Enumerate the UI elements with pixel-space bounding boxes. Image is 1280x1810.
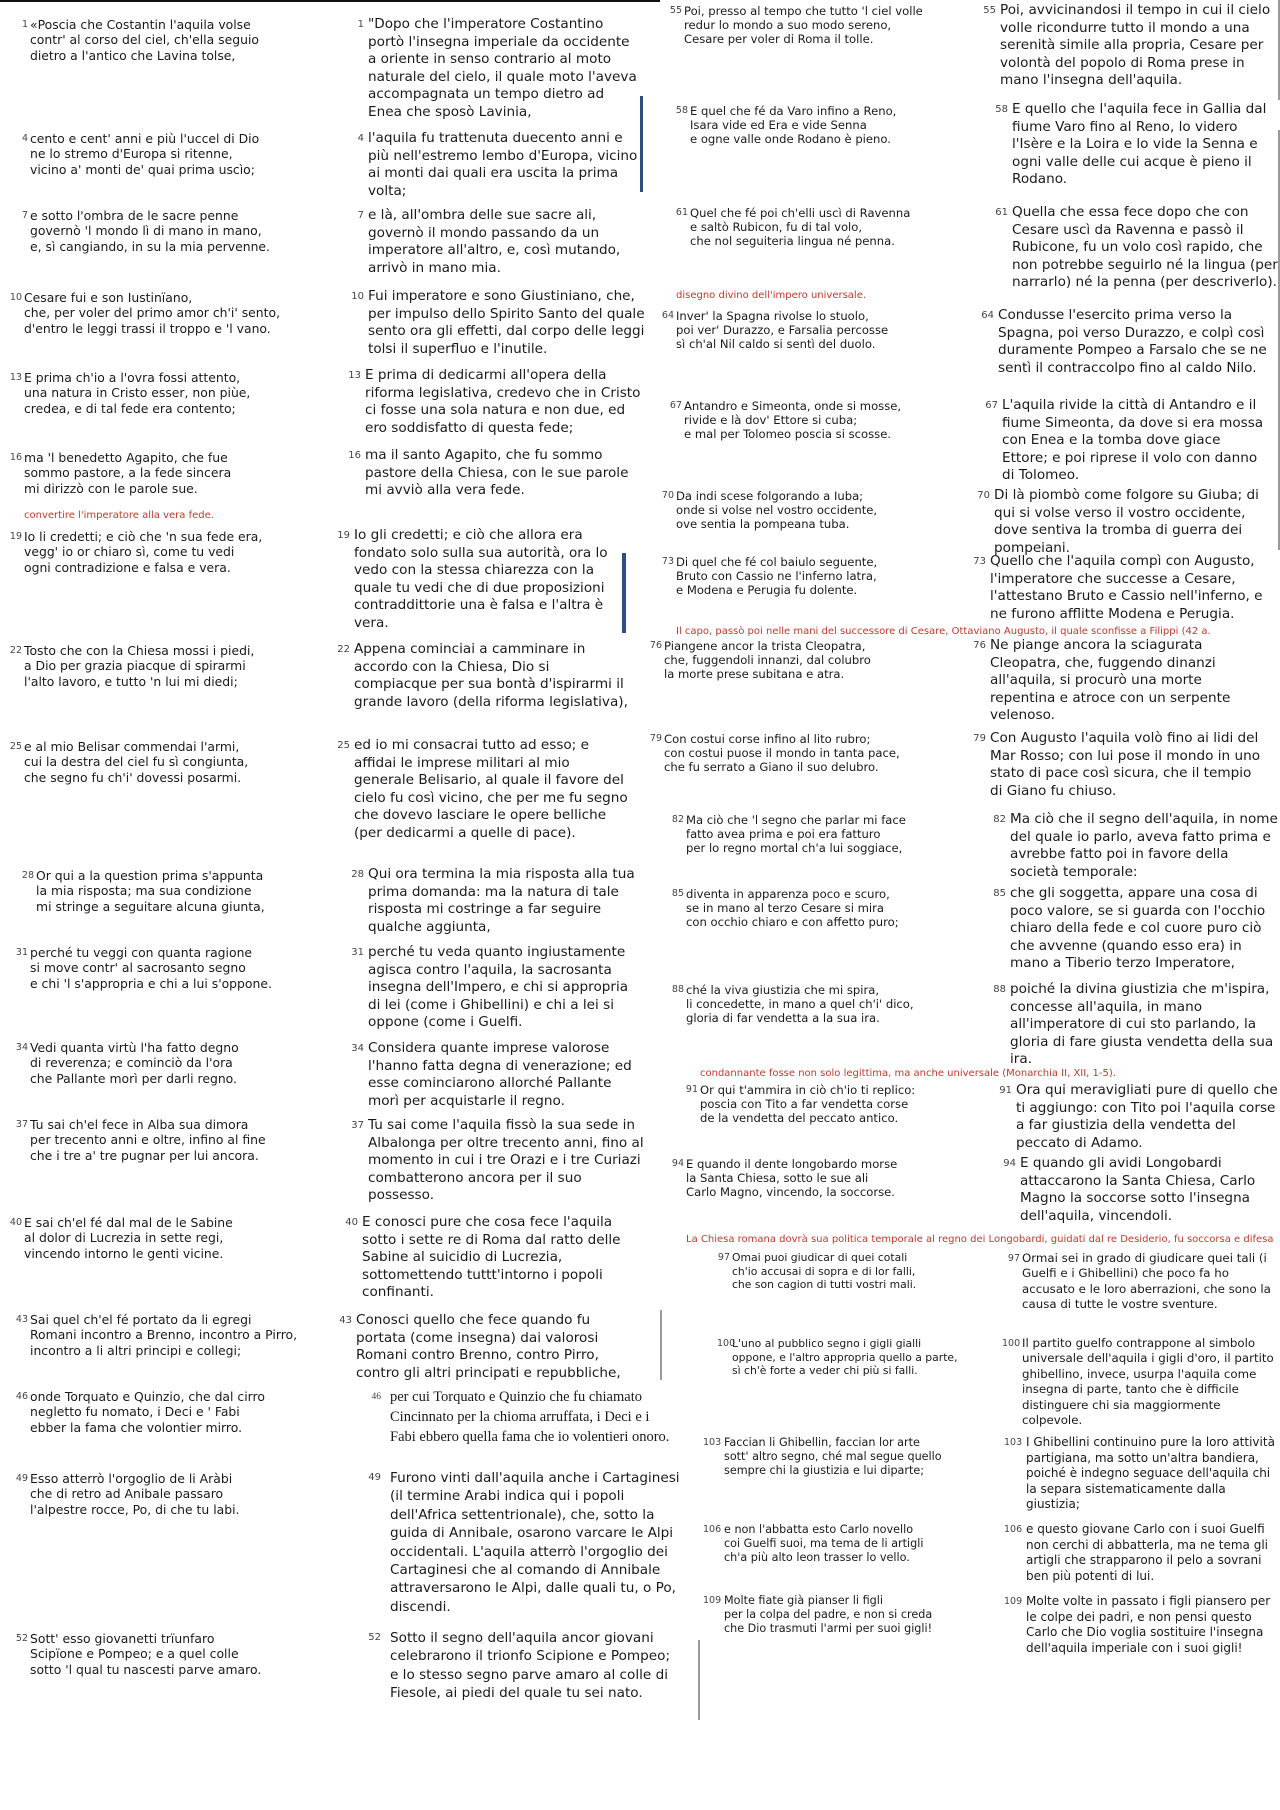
verse-text: Qui ora termina la mia risposta alla tua prima domanda: ma la natura di tale risposta mi costringe a far seguire qualche aggiunta, [368,866,635,935]
verse-left-paraphrase-25 [337,737,634,843]
verse-left-original-34 [15,1040,320,1086]
verse-right-paraphrase-79 [973,730,1268,800]
verse-left-paraphrase-46 [371,1387,676,1447]
verse-left-original-31 [15,945,320,991]
verse-number: 94 [1003,1158,1016,1169]
verse-number: 49 [15,1473,28,1484]
verse-right-original-58 [675,104,980,147]
verse-number: 103 [703,1437,722,1448]
verse-text: ma 'l benedetto Agapito, che fue sommo pastore, a la fede sincera mi dirizzò con le parole sue. [24,450,232,496]
verse-text: Con costui corse infino al lito rubro; con costui puose il mondo in tanta pace, che fu serrato a Giano il suo delubro. [664,732,900,775]
footnote-fragment: Il capo, passò poi nelle mani del successore di Cesare, Ottaviano Augusto, il quale sconfisse a Filippi (42 a. [676,626,1211,637]
verse-right-original-82 [671,813,976,856]
verse-number: 31 [351,947,364,958]
verse-text: I Ghibellini continuino pure la loro attività partigiana, ma sotto un'altra bandiera, poiché è indegno seguace dell'aquila chi la separa sistematicamente dalla giustizia; [1026,1435,1275,1512]
verse-number: 52 [15,1633,28,1644]
verse-left-paraphrase-4 [357,130,642,200]
margin-rule [698,1640,700,1720]
verse-text: Inver' la Spagna rivolse lo stuolo, poi ver' Durazzo, e Farsalia percosse sì ch'al Nil caldo si sentì del duolo. [676,309,889,352]
verse-text: Omai puoi giudicar di quei cotali ch'io accusai di sopra e di lor falli, che son cagion di tutti vostri mali. [732,1251,917,1292]
verse-number: 91 [685,1084,698,1095]
verse-number: 1 [357,19,364,30]
verse-number: 100 [717,1338,736,1349]
verse-number: 97 [1007,1253,1020,1264]
verse-number: 70 [977,490,990,501]
verse-number: 55 [983,5,996,16]
verse-right-paraphrase-97 [1007,1251,1278,1313]
verse-text: perché tu veggi con quanta ragione si move contr' al sacrosanto segno e chi 'l s'appropria e chi a lui s'oppone. [30,945,272,991]
verse-number: 61 [995,207,1008,218]
verse-number: 73 [973,556,986,567]
verse-text: ed io mi consacrai tutto ad esso; e affidai le imprese militari al mio generale Belisario, al quale il favore del cielo fu così vicino, che per me fu segno che dovevo lasciare le opere belliche (per dedicarmi a quelle di pace). [354,737,628,841]
verse-number: 40 [345,1217,358,1228]
verse-right-original-85 [671,887,976,930]
verse-text: Tosto che con la Chiesa mossi i piedi, a Dio per grazia piacque di spirarmi l'alto lavoro, e tutto 'n lui mi diedi; [24,643,255,689]
verse-text: Vedi quanta virtù l'ha fatto degno di reverenza; e cominciò da l'ora che Pallante morì per darli regno. [30,1040,239,1086]
verse-text: Quella che essa fece dopo che con Cesare uscì da Ravenna e passò il Rubicone, fu un volo così rapido, che non potrebbe seguirlo né la lingua (per narrarlo) né la penna (per descriverlo). [1012,204,1278,291]
verse-number: 25 [337,740,350,751]
verse-number: 109 [1004,1596,1023,1607]
verse-number: 46 [371,1392,381,1402]
verse-number: 34 [15,1042,28,1053]
verse-number: 13 [348,370,361,381]
verse-number: 22 [337,644,350,655]
verse-text: E prima ch'io a l'ovra fossi attento, una natura in Cristo esser, non piùe, credea, e di tal fede era contento; [24,370,251,416]
verse-number: 25 [9,741,22,752]
verse-right-original-88 [671,983,976,1026]
verse-number: 37 [351,1120,364,1131]
verse-right-original-76 [649,639,964,682]
verse-right-paraphrase-109 [1004,1594,1278,1656]
verse-number: 79 [649,733,662,744]
verse-right-original-109 [703,1594,994,1636]
verse-text: Appena cominciai a camminare in accordo con la Chiesa, Dio si compiacque per sua bontà d'ispirarmi il grande lavoro (della riforma legislativa), [354,641,628,710]
verse-number: 43 [15,1314,28,1325]
verse-text: Faccian li Ghibellin, faccian lor arte sott' altro segno, ché mal segue quello sempre chi la giustizia e lui diparte; [724,1436,942,1477]
verse-left-paraphrase-31 [351,944,644,1032]
verse-text: Di quel che fé col baiulo seguente, Bruto con Cassio ne l'inferno latra, e Modena e Perugia fu dolente. [676,555,878,598]
verse-number: 58 [995,104,1008,115]
margin-rule [640,96,643,192]
verse-number: 82 [671,814,684,825]
verse-text: per cui Torquato e Quinzio che fu chiamato Cincinnato per la chioma arruffata, i Deci e i Fabi ebbero quella fama che io volentieri onoro. [390,1389,670,1445]
verse-text: l'aquila fu trattenuta duecento anni e più nell'estremo lembo d'Europa, vicino ai monti dai quali era uscita la prima volta; [368,130,638,199]
verse-text: e al mio Belisar commendai l'armi, cui la destra del ciel fu sì congiunta, che segno fu ch'i' dovessi posarmi. [24,739,249,785]
verse-right-original-73 [661,555,966,598]
verse-right-paraphrase-61 [995,204,1278,292]
verse-number: 4 [357,133,364,144]
verse-number: 55 [669,5,682,16]
verse-text: Tu sai ch'el fece in Alba sua dimora per trecento anni e oltre, infino al fine che i tre a' tre pugnar per lui ancora. [30,1117,266,1163]
verse-left-paraphrase-28 [351,866,644,936]
verse-text: Con Augusto l'aquila volò fino ai lidi del Mar Rosso; con lui pose il mondo in uno stato di pace così sicura, che il tempio di Giano fu chiuso. [990,730,1261,799]
verse-right-original-67 [669,399,974,442]
verse-number: 1 [21,19,28,30]
verse-left-paraphrase-7 [357,207,642,277]
verse-text: Sotto il segno dell'aquila ancor giovani celebrarono il trionfo Scipione e Pompeo; e lo stesso segno parve amaro al colle di Fiesole, ai piedi del quale tu sei nato. [390,1630,671,1702]
verse-text: Poi, presso al tempo che tutto 'l ciel volle redur lo mondo a suo modo sereno, Cesare per voler di Roma il tolle. [684,4,923,47]
verse-number: 49 [368,1472,381,1483]
verse-left-paraphrase-19 [337,527,616,633]
verse-right-original-106 [703,1523,994,1565]
verse-number: 106 [1004,1524,1023,1535]
verse-number: 109 [703,1595,722,1606]
verse-right-paraphrase-88 [993,981,1278,1069]
verse-left-paraphrase-37 [351,1117,644,1205]
verse-number: 31 [15,947,28,958]
verse-text: E conosci pure che cosa fece l'aquila sotto i sette re di Roma dal ratto delle Sabine al suicidio di Lucrezia, sottomettendo tuttt'intorno i popoli confinanti. [362,1214,621,1301]
verse-text: Esso atterrò l'orgoglio de li Aràbi che di retro ad Anibale passaro l'alpestre rocce, Po, di che tu labi. [30,1471,240,1517]
verse-number: 19 [337,530,350,541]
verse-number: 79 [973,733,986,744]
verse-number: 46 [15,1391,28,1402]
verse-text: L'aquila rivide la città di Antandro e il fiume Simeonta, da dove si era mossa con Enea e la tomba dove giace Ettore; e poi riprese il volo con danno di Tolomeo. [1002,397,1264,484]
verse-number: 19 [9,531,22,542]
verse-text: Ormai sei in grado di giudicare quei tali (i Guelfi e i Ghibellini) che poco fa ho accusato e le loro aberrazioni, che sono la causa di tutte le vostre sventure. [1022,1251,1271,1312]
verse-number: 76 [973,640,986,651]
verse-text: Poi, avvicinandosi il tempo in cui il cielo volle ricondurre tutto il mondo a una serenità simile alla propria, Cesare per volontà del popolo di Roma prese in mano l'insegna dell'aquila. [1000,2,1271,89]
verse-left-paraphrase-1 [357,16,642,122]
verse-text: Antandro e Simeonta, onde si mosse, rivide e là dov' Ettore si cuba; e mal per Tolomeo poscia si scosse. [684,399,902,442]
verse-text: Sai quel ch'el fé portato da li egregi Romani incontro a Brenno, incontro a Pirro, incontro a li altri principi e collegi; [30,1312,298,1358]
verse-number: 82 [993,814,1006,825]
verse-text: diventa in apparenza poco e scuro, se in mano al terzo Cesare si mira con occhio chiaro e con affetto puro; [686,887,899,930]
verse-right-paraphrase-73 [973,553,1268,623]
verse-left-original-37 [15,1117,320,1163]
verse-left-original-22 [9,643,324,689]
verse-number: 91 [999,1085,1012,1096]
verse-right-paraphrase-103 [1004,1435,1278,1513]
verse-left-paraphrase-34 [351,1040,644,1110]
verse-text: E sai ch'el fé dal mal de le Sabine al dolor di Lucrezia in sette regi, vincendo intorno le genti vicine. [24,1215,233,1261]
verse-right-original-61 [675,206,980,249]
verse-text: cento e cent' anni e più l'uccel di Dio ne lo stremo d'Europa si ritenne, vicino a' monti de' quai prima uscìo; [30,131,260,177]
footnote-fragment: condannante fosse non solo legittima, ma anche universale (Monarchia II, XII, 1-5). [700,1068,1116,1079]
footnote-fragment: convertire l'imperatore alla vera fede. [24,510,214,521]
verse-right-original-70 [661,489,966,532]
top-border [0,0,660,2]
verse-number: 100 [1002,1338,1021,1349]
verse-text: Fui imperatore e sono Giustiniano, che, per impulso dello Spirito Santo del quale sento ora gli effetti, dal corpo delle leggi tolsi il superfluo e l'inutile. [368,288,645,357]
verse-text: Molte volte in passato i figli piansero per le colpe dei padri, e non pensi questo Carlo che Dio voglia sostituire l'insegna dell'aquila imperiale con i suoi gigli! [1026,1594,1271,1655]
verse-text: Quello che l'aquila compì con Augusto, l'imperatore che successe a Cesare, l'attestano Bruto e Cassio nell'inferno, e ne furono afflitte Modena e Perugia. [990,553,1263,622]
verse-text: e là, all'ombra delle sue sacre ali, governò il mondo passando da un imperatore all'altro, e, così mutando, arrivò in mano mia. [368,207,621,276]
verse-text: Tu sai come l'aquila fissò la sua sede in Albalonga per oltre trecento anni, fino al momento in cui i tre Orazi e i tre Curiazi combatterono ancora per il suo possesso. [368,1117,644,1204]
verse-text: Considera quante imprese valorose l'hanno fatta degna di venerazione; ed esse cominciarono allorché Pallante morì per acquistarle il regno. [368,1040,632,1109]
verse-number: 22 [9,645,22,656]
verse-left-original-1 [21,17,320,63]
verse-left-original-43 [15,1312,330,1358]
verse-text: E quando il dente longobardo morse la Santa Chiesa, sotto le sue ali Carlo Magno, vincendo, la soccorse. [686,1157,898,1200]
verse-number: 4 [21,133,28,144]
verse-left-original-13 [9,370,324,416]
verse-right-paraphrase-70 [977,487,1266,557]
verse-right-original-79 [649,732,964,775]
verse-number: 61 [675,207,688,218]
verse-text: Or qui a la question prima s'appunta la mia risposta; ma sua condizione mi stringe a seguitare alcuna giunta, [36,868,265,914]
verse-right-original-64 [661,309,976,352]
verse-right-original-94 [671,1157,976,1200]
verse-text: Sott' esso giovanetti trïunfaro Scipïone e Pompeo; e a quel colle sotto 'l qual tu nascesti parve amaro. [30,1631,262,1677]
verse-left-paraphrase-10 [351,288,646,358]
verse-number: 40 [9,1217,22,1228]
verse-text: Ne piange ancora la sciagurata Cleopatra, che, fuggendo dinanzi all'aquila, si procurò una morte repentina e atroce con un serpente velenoso. [990,637,1231,724]
verse-number: 28 [21,870,34,881]
verse-right-paraphrase-67 [985,397,1268,485]
verse-right-original-100 [717,1337,992,1378]
verse-left-original-46 [15,1389,320,1435]
verse-number: 67 [669,400,682,411]
verse-number: 97 [717,1252,730,1263]
verse-text: poiché la divina giustizia che m'ispira, concesse all'aquila, in mano all'imperatore di cui sto parlando, la gloria di fare giusta vendetta della sua ira. [1010,981,1274,1068]
verse-number: 103 [1004,1437,1023,1448]
verse-left-original-40 [9,1215,324,1261]
verse-text: Or qui t'ammira in ciò ch'io ti replico: poscia con Tito a far vendetta corse de la vendetta del peccato antico. [700,1083,916,1126]
verse-text: "Dopo che l'imperatore Costantino portò l'insegna imperiale da occidente a oriente in senso contrario al moto naturale del cielo, il quale moto l'aveva accompagnata un tempo dietro ad Enea che sposò Lavinia, [368,16,637,120]
verse-left-paraphrase-22 [337,641,634,711]
verse-text: perché tu veda quanto ingiustamente agisca contro l'aquila, la sacrosanta insegna dell'Impero, e chi si appropria di lei (come i Ghibellini) e chi a lei si oppone (come i Guelfi. [368,944,629,1031]
verse-right-paraphrase-55 [983,2,1272,90]
verse-text: Il partito guelfo contrappone al simbolo universale dell'aquila i gigli d'oro, il partito ghibellino, invece, usurpa l'aquila come insegna di parte, tanto che è difficile distinguere chi sia maggiormente colpevole. [1022,1336,1274,1428]
verse-number: 28 [351,869,364,880]
verse-text: e sotto l'ombra de le sacre penne governò 'l mondo lì di mano in mano, e, sì cangiando, in su la mia pervenne. [30,208,270,254]
verse-text: che gli soggetta, appare una cosa di poco valore, se si guarda con l'occhio chiaro della fede e col cuore puro ciò che avvenne (quando esso era) in mano a Tiberio terzo Imperatore, [1010,885,1266,972]
verse-number: 34 [351,1043,364,1054]
verse-left-original-4 [21,131,320,177]
verse-number: 7 [21,210,28,221]
verse-right-original-55 [669,4,974,47]
verse-left-original-52 [15,1631,320,1677]
margin-rule [622,553,626,633]
verse-right-paraphrase-76 [973,637,1268,725]
verse-text: e non l'abbatta esto Carlo novello coi Guelfi suoi, ma tema de li artigli ch'a più alto leon trasser lo vello. [724,1523,924,1564]
verse-right-paraphrase-58 [995,101,1278,189]
verse-number: 16 [9,452,22,463]
verse-right-original-91 [685,1083,990,1126]
verse-left-original-19 [9,529,324,575]
verse-text: Ora qui meravigliati pure di quello che ti aggiungo: con Tito poi l'aquila corse a far giustizia della vendetta del peccato di Adamo. [1016,1082,1278,1151]
footnote-fragment: La Chiesa romana dovrà sua politica temporale al regno dei Longobardi, guidati dal re Desiderio, fu soccorsa e difesa [686,1234,1274,1245]
verse-right-paraphrase-94 [1003,1155,1278,1225]
verse-left-paraphrase-13 [348,367,643,437]
verse-text: E quel che fé da Varo infino a Reno, Isara vide ed Era e vide Senna e ogne valle onde Rodano è pieno. [690,104,897,147]
verse-left-paraphrase-16 [348,447,643,500]
verse-number: 106 [703,1524,722,1535]
verse-number: 73 [661,556,674,567]
verse-text: Io li credetti; e ciò che 'n sua fede era, vegg' io or chiaro sì, come tu vedi ogni contradizione e falsa e vera. [24,529,263,575]
verse-left-original-16 [9,450,324,496]
verse-right-paraphrase-91 [999,1082,1278,1152]
verse-number: 10 [9,292,22,303]
verse-number: 37 [15,1119,28,1130]
verse-left-paraphrase-43 [339,1312,636,1382]
verse-left-paraphrase-52 [368,1629,680,1703]
verse-text: Furono vinti dall'aquila anche i Cartaginesi (il termine Arabi indica qui i popoli dell'Africa settentrionale), che, sotto la guida di Annibale, osarono varcare le Alpi occidentali. L'aquila atterrò l'orgoglio dei Cartaginesi che al comando di Annibale attraversarono le Alpi, dalle quali tu, o Po, discendi. [390,1470,680,1615]
verse-number: 67 [985,400,998,411]
verse-right-paraphrase-85 [993,885,1278,973]
footnote-fragment: disegno divino dell'impero universale. [676,290,867,301]
verse-number: 58 [675,105,688,116]
verse-text: Cesare fui e son Iustinïano, che, per voler del primo amor ch'i' sento, d'entro le leggi trassi il troppo e 'l vano. [24,290,281,336]
verse-text: E quando gli avidi Longobardi attaccarono la Santa Chiesa, Carlo Magno la soccorse sotto l'insegna dell'aquila, vincendoli. [1020,1155,1256,1224]
verse-number: 13 [9,372,22,383]
verse-text: Quel che fé poi ch'elli uscì di Ravenna e saltò Rubicon, fu di tal volo, che nol seguiteria lingua né penna. [690,206,911,249]
verse-text: onde Torquato e Quinzio, che dal cirro negletto fu nomato, i Deci e ' Fabi ebber la fama che volontier mirro. [30,1389,265,1435]
verse-text: Da indi scese folgorando a Iuba; onde si volse nel vostro occidente, ove sentia la pompeana tuba. [676,489,878,532]
verse-number: 85 [993,888,1006,899]
verse-left-original-7 [21,208,320,254]
verse-left-original-49 [15,1471,320,1517]
verse-text: Io gli credetti; e ciò che allora era fondato solo sulla sua autorità, ora lo vedo con la stessa chiarezza con la quale tu vedi che di due proposizioni contraddittorie una è falsa e l'altra è vera. [354,527,608,631]
verse-right-paraphrase-82 [993,811,1278,881]
verse-number: 10 [351,291,364,302]
verse-text: Ma ciò che il segno dell'aquila, in nome del quale io parlo, aveva fatto prima e avrebbe fatto poi in favore della società temporale: [1010,811,1278,880]
verse-number: 7 [357,210,364,221]
verse-text: Conosci quello che fece quando fu portata (come insegna) dai valorosi Romani contro Brenno, contro Pirro, contro gli altri principati e repubbliche, [356,1312,621,1381]
verse-text: ché la viva giustizia che mi spira, li concedette, in mano a quel ch'i' dico, gloria di far vendetta a la sua ira. [686,983,914,1026]
verse-left-paraphrase-40 [345,1214,638,1302]
verse-right-paraphrase-64 [981,307,1270,377]
verse-right-paraphrase-100 [1002,1336,1278,1428]
verse-number: 43 [339,1315,352,1326]
verse-left-original-28 [21,868,326,914]
verse-number: 16 [348,450,361,461]
verse-number: 88 [993,984,1006,995]
verse-text: ma il santo Agapito, che fu sommo pastore della Chiesa, con le sue parole mi avviò alla vera fede. [365,447,629,499]
verse-number: 52 [368,1632,381,1643]
verse-number: 76 [649,640,662,651]
verse-number: 88 [671,984,684,995]
verse-text: Molte fiate già pianser li figli per la colpa del padre, e non si creda che Dio trasmuti l'armi per suoi gigli! [724,1594,933,1635]
verse-left-paraphrase-49 [368,1469,680,1616]
verse-number: 85 [671,888,684,899]
verse-text: L'uno al pubblico segno i gigli gialli oppone, e l'altro appropria quello a parte, sì ch'è forte a veder chi più si falli. [732,1337,958,1378]
verse-right-original-103 [703,1436,994,1478]
verse-text: Di là piombò come folgore su Giuba; di qui si volse verso il vostro occidente, dove sentiva la tromba di guerra dei pompeiani. [994,487,1259,556]
verse-text: e questo giovane Carlo con i suoi Guelfi non cerchi di abbatterla, ma ne tema gli artigli che strapparono il pelo a sovrani ben più potenti di lui. [1026,1522,1269,1583]
verse-text: Ma ciò che 'l segno che parlar mi face fatto avea prima e poi era fatturo per lo regno mortal ch'a lui soggiace, [686,813,906,856]
verse-right-paraphrase-106 [1004,1522,1278,1584]
verse-number: 64 [661,310,674,321]
verse-text: «Poscia che Costantin l'aquila volse contr' al corso del ciel, ch'ella seguio dietro a l'antico che Lavina tolse, [30,17,259,63]
verse-text: E quello che l'aquila fece in Gallia dal fiume Varo fino al Reno, lo videro l'Isère e la Loira e lo vide la Senna e ogni valle delle cui acque è pieno il Rodano. [1012,101,1267,188]
verse-left-original-25 [9,739,324,785]
verse-right-original-97 [717,1251,992,1292]
verse-left-original-10 [9,290,324,336]
verse-number: 70 [661,490,674,501]
margin-rule [660,1310,662,1380]
verse-text: Piangene ancor la trista Cleopatra, che, fuggendoli innanzi, dal colubro la morte prese subitana e atra. [664,639,871,682]
verse-number: 94 [671,1158,684,1169]
verse-number: 64 [981,310,994,321]
verse-text: Condusse l'esercito prima verso la Spagna, poi verso Durazzo, e colpì così duramente Pompeo a Farsalo che se ne sentì il contraccolpo fino al caldo Nilo. [998,307,1267,376]
verse-text: E prima di dedicarmi all'opera della riforma legislativa, credevo che in Cristo ci fosse una sola natura e non due, ed ero soddisfatto di questa fede; [365,367,641,436]
